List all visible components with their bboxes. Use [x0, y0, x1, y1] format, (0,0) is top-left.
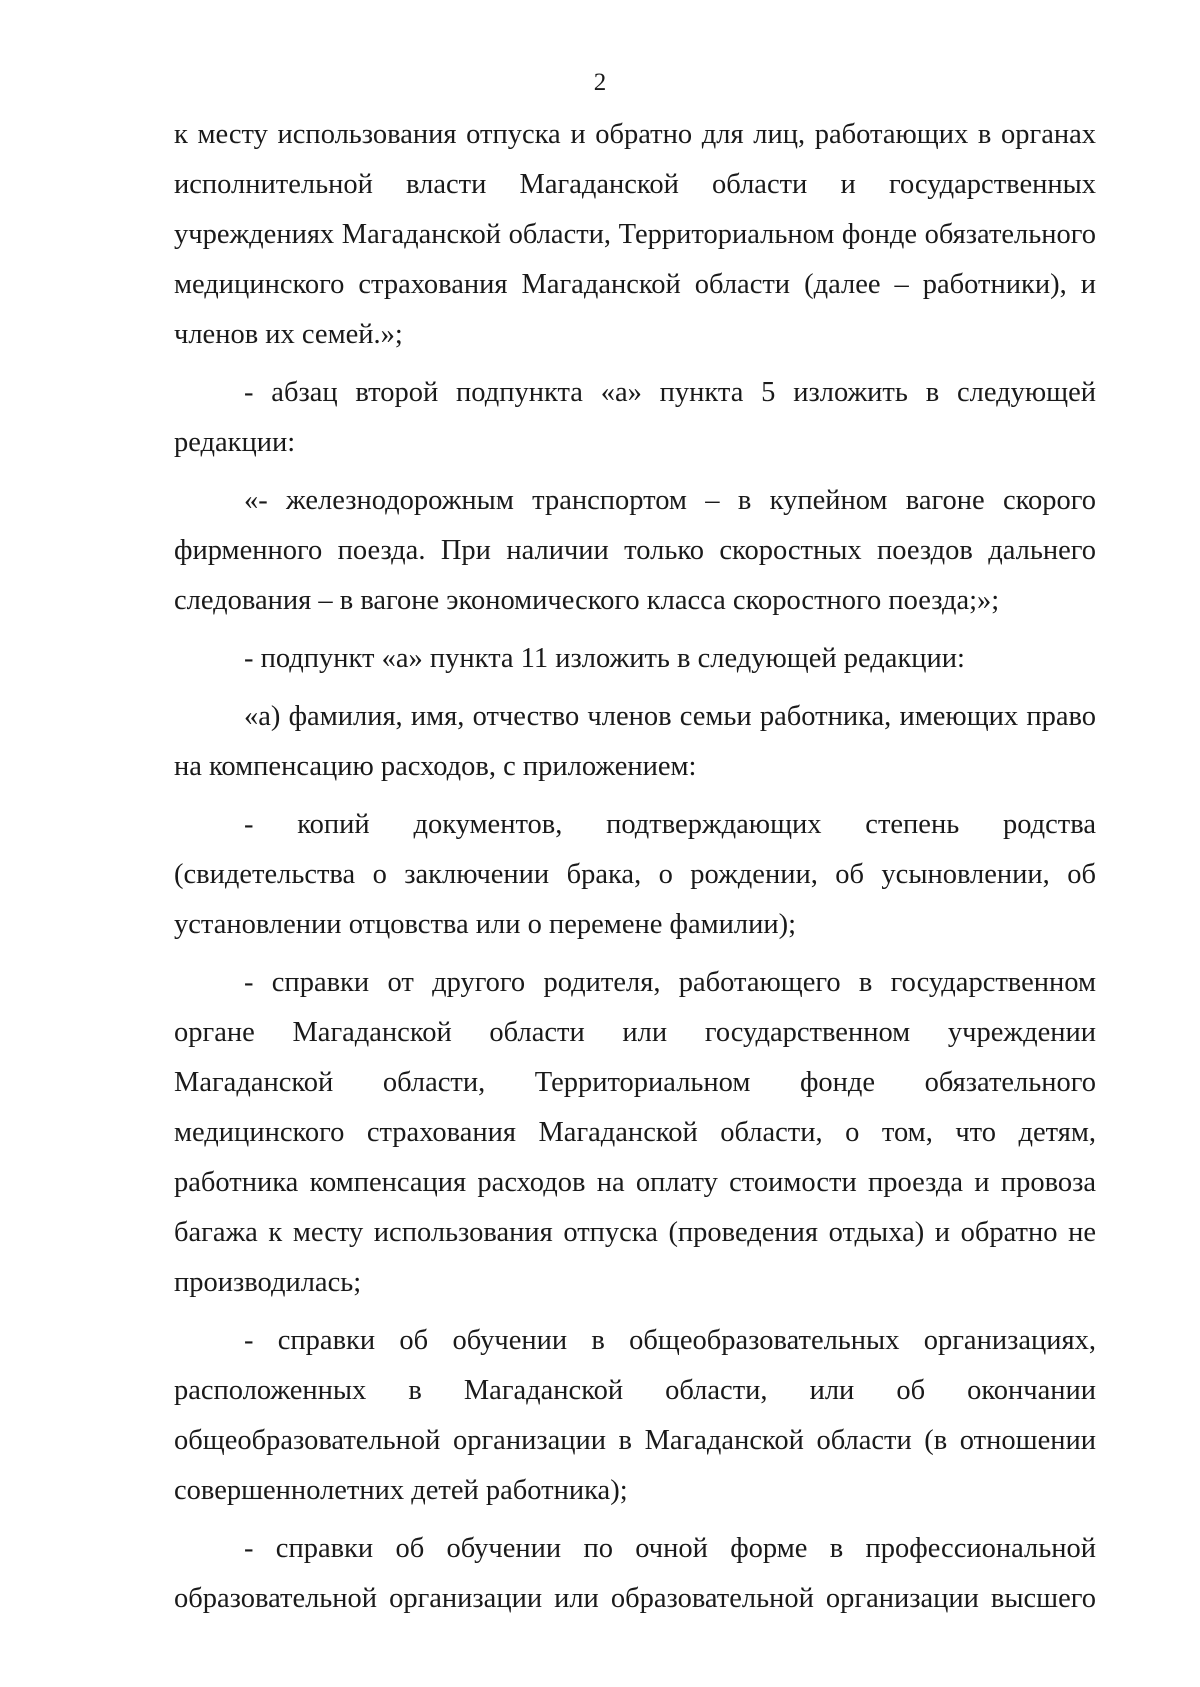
- paragraph: «а) фамилия, имя, отчество членов семьи работника, имеющих право на компенсацию расходов, с приложением:: [174, 701, 1096, 782]
- paragraph: - справки об обучении по очной форме в профессиональной образовательной организации или образовательной организации высшего: [174, 1533, 1096, 1614]
- paragraph: - справки об обучении в общеобразовательных организациях, расположенных в Магаданской области, или об окончании общеобразовательной организации в Магаданской области (в отношении совершеннолетних детей работника);: [174, 1325, 1096, 1506]
- paragraph: к месту использования отпуска и обратно для лиц, работающих в органах исполнительной власти Магаданской области и государственных учреждениях Магаданской области, Территориальном фонде обязательного медицинского страхования Магаданской области (далее – работники), и членов их семей.»;: [174, 119, 1096, 350]
- paragraph: - подпункт «а» пункта 11 изложить в следующей редакции:: [244, 643, 965, 674]
- paragraph: - копий документов, подтверждающих степень родства (свидетельства о заключении брака, о рождении, об усыновлении, об установлении отцовства или о перемене фамилии);: [174, 809, 1096, 940]
- document-body: [174, 110, 1096, 1624]
- page-number: 2: [593, 69, 607, 96]
- paragraph: - абзац второй подпункта «а» пункта 5 изложить в следующей редакции:: [174, 377, 1096, 458]
- paragraph: - справки от другого родителя, работающего в государственном органе Магаданской области или государственном учреждении Магаданской области, Территориальном фонде обязательного медицинского страхования Магаданской области, о том, что детям, работника компенсация расходов на оплату стоимости проезда и провоза багажа к месту использования отпуска (проведения отдыха) и обратно не производилась;: [174, 967, 1096, 1298]
- paragraph: «- железнодорожным транспортом – в купейном вагоне скорого фирменного поезда. При наличии только скоростных поездов дальнего следования – в вагоне экономического класса скоростного поезда;»;: [174, 485, 1096, 616]
